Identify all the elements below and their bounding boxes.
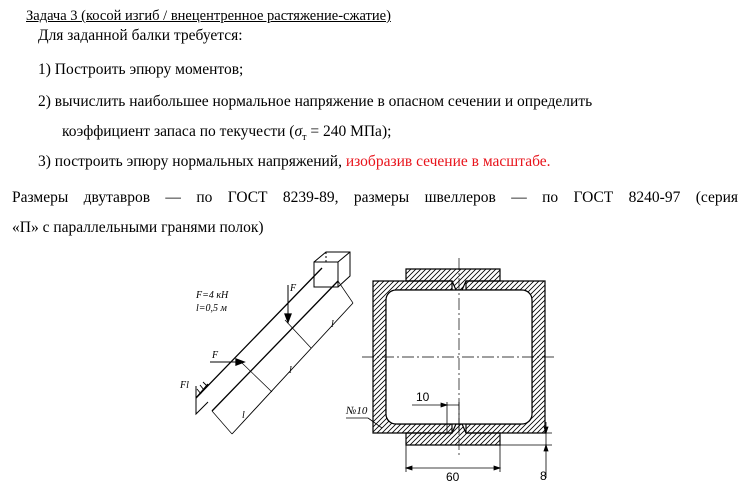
span-label-1: l: [331, 319, 334, 330]
beam-edge-lower: [212, 281, 338, 411]
channel-number-label: №10: [346, 405, 368, 417]
span-dimension-line: [232, 303, 353, 434]
task-item-2: 2) вычислить наибольшее нормальное напряжение в опасном сечении и определить: [38, 93, 593, 110]
span-label-2: l: [289, 365, 292, 376]
dim-gap-label: 10: [416, 390, 430, 404]
task-intro: Для заданной балки требуется:: [38, 27, 243, 44]
gost-note-line-2: «П» с параллельными гранями полок): [12, 219, 264, 236]
params-line-2: l=0,5 м: [196, 303, 227, 314]
force-label-mid: F: [212, 350, 219, 361]
params-line-1: F=4 кН: [196, 290, 229, 301]
gost-note-line-1: Размеры двутавров — по ГОСТ 8239-89, размеры швеллеров — по ГОСТ 8240-97 (серия: [12, 189, 738, 206]
beam-scheme: [196, 252, 353, 434]
item-2-text-end: = 240 МПа);: [306, 123, 392, 140]
dim-thickness-label: 8: [540, 469, 547, 483]
sigma-symbol: σ: [294, 123, 303, 140]
item-3-highlight: изобразив сечение в масштабе: [345, 153, 547, 170]
dim-width-label: 60: [446, 470, 460, 484]
item-3-period: .: [546, 153, 551, 170]
item-2-text-start: коэффициент запаса по текучести (: [62, 123, 295, 140]
beam-edge-upper: [196, 268, 322, 398]
item-3-text: 3) построить эпюру нормальных напряжений,: [38, 153, 346, 170]
span-label-3: l: [242, 410, 245, 421]
task-item-1: 1) Построить эпюру моментов;: [38, 61, 244, 78]
task-title: Задача 3 (косой изгиб / внецентренное растяжение-сжатие): [26, 8, 391, 24]
section-cube: [314, 252, 350, 287]
moment-label: Fl: [180, 380, 189, 391]
sigma-subscript: т: [302, 132, 307, 144]
force-label-top: F: [290, 283, 297, 294]
